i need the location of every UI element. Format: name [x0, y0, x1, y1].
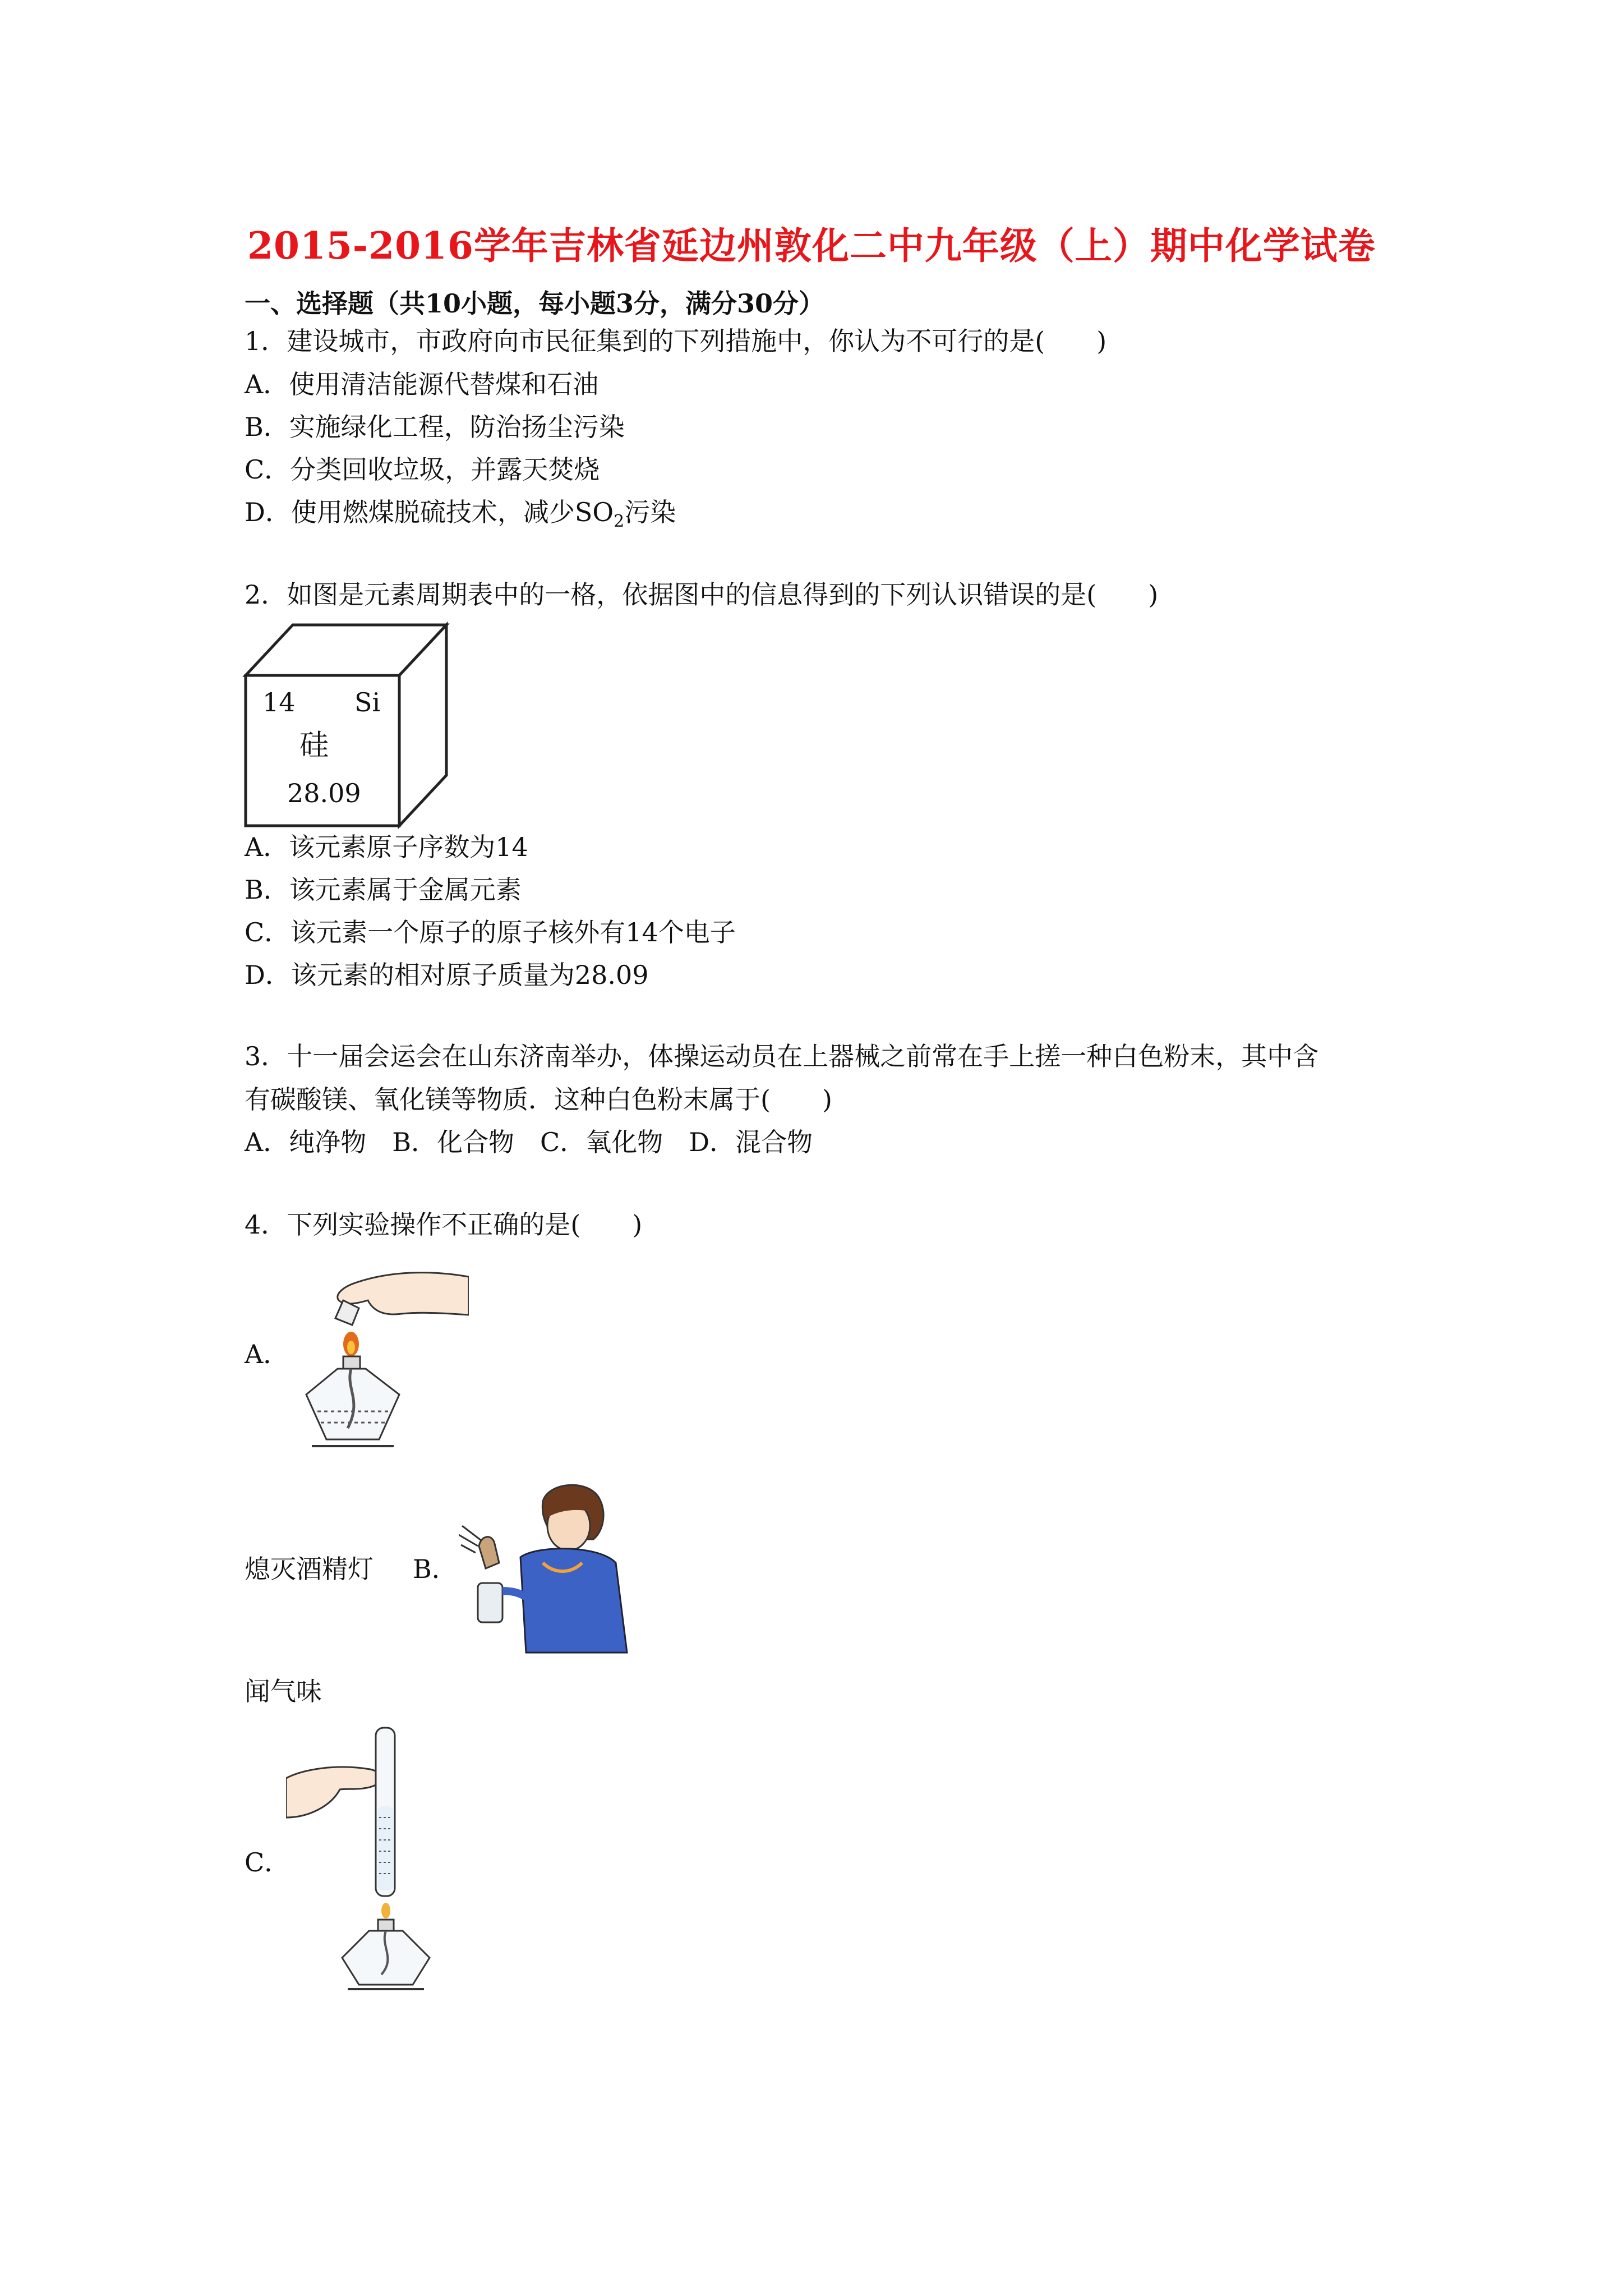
q2-option-a: A．该元素原子序数为14 [245, 832, 528, 862]
q1-option-b: B．实施绿化工程，防治扬尘污染 [245, 412, 625, 442]
smelling-gas-boy-image [459, 1479, 638, 1658]
heating-test-tube-image [286, 1722, 432, 1991]
q1-stem: 1．建设城市，市政府向市民征集到的下列措施中，你认为不可行的是( ) [245, 326, 1107, 356]
section-heading: 一、选择题（共10小题，每小题3分，满分30分） [245, 288, 825, 319]
cell-element-name: 硅 [299, 729, 329, 762]
q1-option-c: C．分类回收垃圾，并露天焚烧 [245, 454, 600, 485]
q3-stem-line1: 3．十一届会运会在山东济南举办，体操运动员在上器械之前常在手上搓一种白色粉末，其中含 [245, 1041, 1319, 1071]
periodic-table-cell-figure [242, 622, 455, 835]
cell-atomic-number: 14 [262, 687, 296, 717]
q1-option-d-prefix: D．使用燃煤脱硫技术，减少SO [245, 497, 614, 527]
q2-option-c: C．该元素一个原子的原子核外有14个电子 [245, 917, 736, 947]
cell-atomic-mass: 28.09 [287, 778, 361, 808]
q4-option-b-label: B． [413, 1554, 458, 1584]
q3-options: A．纯净物 B．化合物 C．氧化物 D．混合物 [245, 1127, 813, 1157]
q1-option-d [245, 495, 676, 539]
q1-option-d-suffix: 污染 [624, 497, 676, 527]
q2-option-d: D．该元素的相对原子质量为28.09 [245, 960, 649, 990]
q4-stem: 4．下列实验操作不正确的是( ) [245, 1209, 643, 1240]
q4-option-a-label: A． [245, 1339, 289, 1369]
q2-option-b: B．该元素属于金属元素 [245, 875, 522, 905]
alcohol-lamp-extinguish-image [289, 1260, 469, 1462]
q2-stem: 2．如图是元素周期表中的一格，依据图中的信息得到的下列认识错误的是( ) [245, 579, 1159, 610]
q3-stem-line2: 有碳酸镁、氧化镁等物质．这种白色粉末属于( ) [245, 1084, 832, 1115]
q1-option-a: A．使用清洁能源代替煤和石油 [245, 369, 599, 399]
q4-option-b-caption: 闻气味 [245, 1676, 322, 1706]
cell-symbol: Si [354, 687, 381, 717]
page-title: 2015-2016学年吉林省延边州敦化二中九年级（上）期中化学试卷 [247, 224, 1376, 268]
q4-option-c-label: C． [245, 1847, 291, 1878]
q1-option-d-subscript: 2 [614, 512, 625, 531]
q4-option-a-caption: 熄灭酒精灯 [245, 1554, 374, 1584]
